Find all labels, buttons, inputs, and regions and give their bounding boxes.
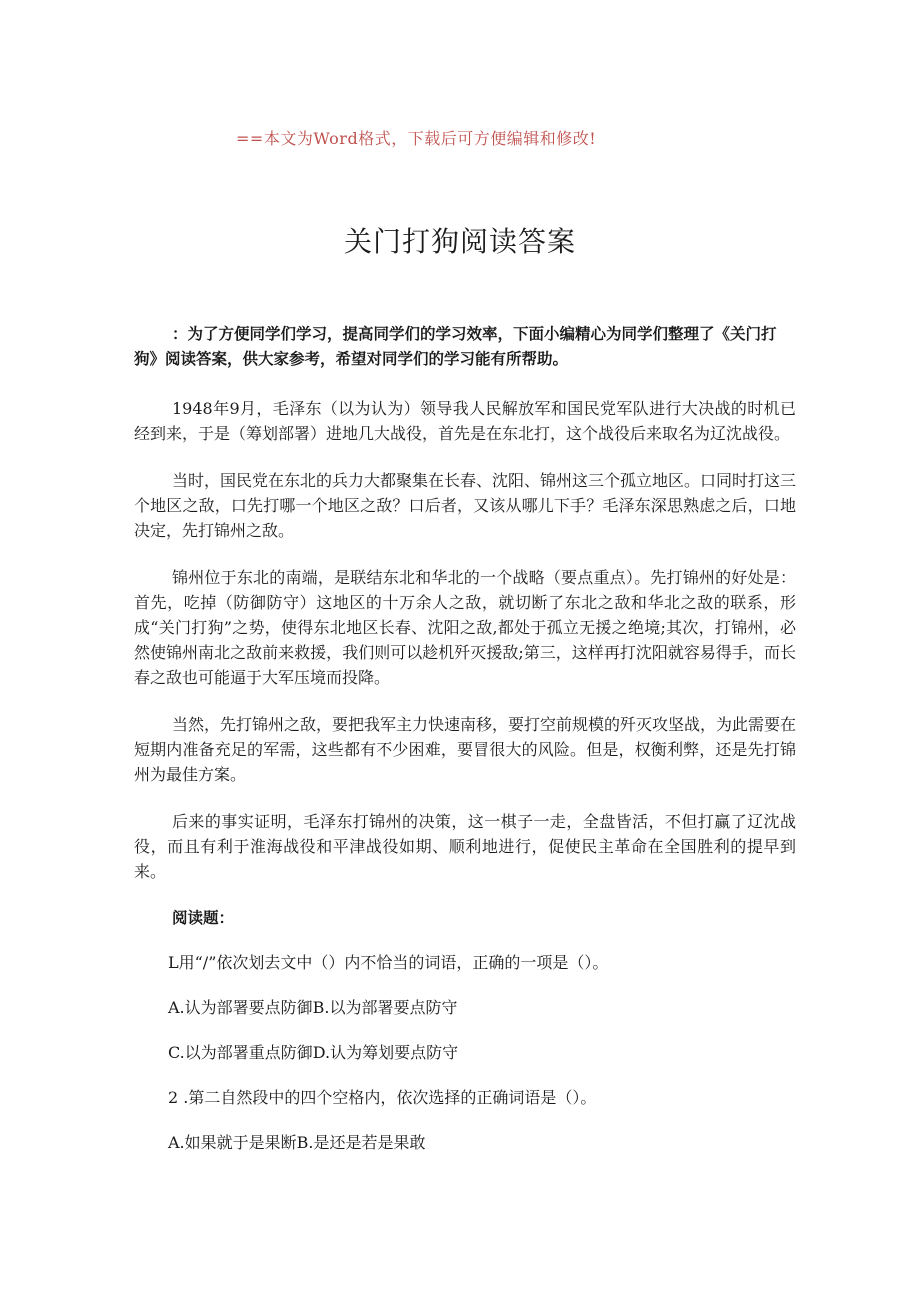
question-1-options-ab: A.认为部署要点防御B.以为部署要点防守 (168, 998, 458, 1017)
paragraph-5: 后来的事实证明，毛泽东打锦州的决策，这一棋子一走，全盘皆活，不但打赢了辽沈战役，而且有利于淮海战役和平津战役如期、顺利地进行，促使民主革命在全国胜利的提早到来。 (134, 812, 796, 881)
paragraph-4: 当然，先打锦州之敌，要把我军主力快速南移，要打空前规模的歼灭攻坚战，为此需要在短期内准备充足的军需，这些都有不少困难，要冒很大的风险。但是，权衡利弊，还是先打锦州为最佳方案。 (134, 715, 797, 784)
page-title: 关门打狗阅读答案 (343, 225, 576, 258)
paragraph-1: 1948年9月，毛泽东（以为认为）领导我人民解放军和国民党军队进行大决战的时机已经到来，于是（筹划部署）进地几大战役，首先是在东北打，这个战役后来取名为辽沈战役。 (134, 399, 796, 443)
question-2: 2 .第二自然段中的四个空格内，依次选择的正确词语是（）。 (168, 1088, 597, 1107)
question-1-options-cd: C.以为部署重点防御D.认为筹划要点防守 (168, 1043, 459, 1062)
article-body (134, 322, 796, 1175)
question-1: L用“/”依次划去文中（）内不恰当的词语，正确的一项是（）。 (168, 953, 609, 972)
question-2-options-ab: A.如果就于是果断B.是还是若是果敢 (168, 1133, 426, 1152)
paragraph-3: 锦州位于东北的南端，是联结东北和华北的一个战略（要点重点）。先打锦州的好处是：首先，吃掉（防御防守）这地区的十万余人之敌，就切断了东北之敌和华北之敌的联系，形成“关门打狗”之势，使得东北地区长春、沈阳之敌,都处于孤立无援之绝境;其次，打锦州，必然使锦州南北之敌前来救援，我们则可以趁机歼灭援敌;第三，这样再打沈阳就容易得手，而长春之敌也可能逼于大军压境而投降。 (134, 568, 796, 687)
intro-paragraph: ：为了方便同学们学习，提高同学们的学习效率，下面小编精心为同学们整理了《关门打狗》阅读答案，供大家参考，希望对同学们的学习能有所帮助。 (134, 325, 777, 368)
reading-questions-heading: 阅读题： (172, 909, 235, 927)
word-format-notice: ==本文为Word格式，下载后可方便编辑和修改! (236, 129, 597, 148)
paragraph-2: 当时，国民党在东北的兵力大都聚集在长春、沈阳、锦州这三个孤立地区。口同时打这三个地区之敌，口先打哪一个地区之敌？口后者，又该从哪儿下手？毛泽东深思熟虑之后，口地决定，先打锦州之敌。 (134, 471, 797, 540)
